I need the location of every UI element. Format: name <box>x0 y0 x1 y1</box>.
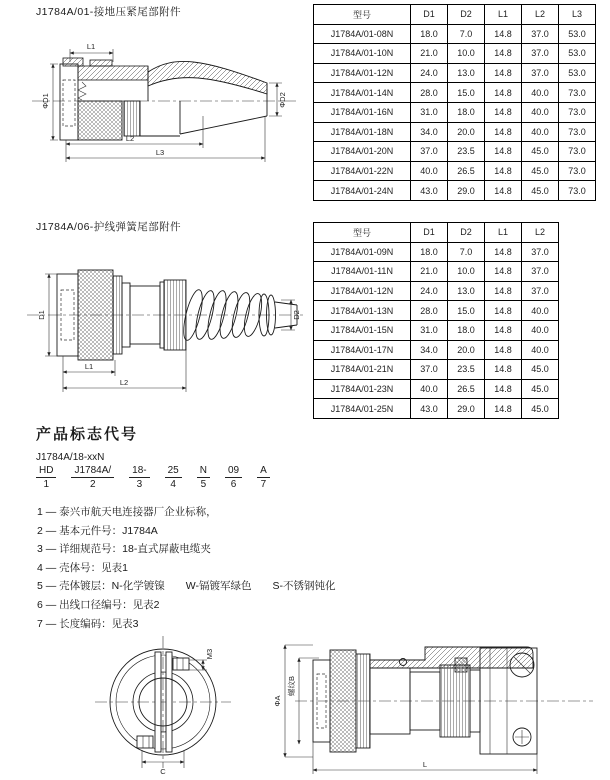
code-position-number: 3 <box>136 479 143 490</box>
value-cell: 28.0 <box>411 83 448 103</box>
value-cell: 21.0 <box>411 44 448 64</box>
value-cell: 20.0 <box>448 340 485 360</box>
value-cell: 37.0 <box>522 44 559 64</box>
table-row <box>314 281 559 301</box>
model-cell: J1784A/01-11N <box>314 262 411 282</box>
value-cell: 13.0 <box>448 281 485 301</box>
column-header: L2 <box>522 223 559 243</box>
value-cell: 14.8 <box>485 360 522 380</box>
value-cell: 31.0 <box>411 102 448 122</box>
header-row <box>314 5 596 25</box>
value-cell: 40.0 <box>522 83 559 103</box>
strain-relief-boot <box>148 61 267 94</box>
value-cell: 14.8 <box>485 320 522 340</box>
value-cell: 14.8 <box>485 281 522 301</box>
value-cell: 14.8 <box>485 63 522 83</box>
note-line: 2 — 基本元件号：J1784A <box>37 524 158 537</box>
value-cell: 31.0 <box>411 320 448 340</box>
value-cell: 73.0 <box>559 181 596 201</box>
value-cell: 23.5 <box>448 142 485 162</box>
column-header: 型号 <box>314 223 411 243</box>
header-row <box>314 223 559 243</box>
table-row <box>314 44 596 64</box>
table-row <box>314 142 596 162</box>
column-header: L2 <box>522 5 559 25</box>
model-cell: J1784A/01-14N <box>314 83 411 103</box>
value-cell: 40.0 <box>522 301 559 321</box>
tail-accessory-06-drawing <box>25 250 307 408</box>
value-cell: 40.0 <box>411 161 448 181</box>
value-cell: 29.0 <box>448 181 485 201</box>
column-header: L1 <box>485 5 522 25</box>
value-cell: 24.0 <box>411 281 448 301</box>
dim-d1: ΦD1 <box>41 93 50 109</box>
value-cell: 14.8 <box>485 181 522 201</box>
note-line: 3 — 详细规范号：18-直式屏蔽电缆夹 <box>37 543 211 556</box>
dim-d2: ΦD2 <box>278 92 287 108</box>
value-cell: 73.0 <box>559 122 596 142</box>
code-part <box>225 465 242 490</box>
grooved-ring <box>124 101 140 136</box>
value-cell: 14.8 <box>485 102 522 122</box>
code-segment: 18- <box>129 465 149 478</box>
side-section-drawing <box>275 620 600 780</box>
dim-c: C <box>160 767 166 776</box>
code-segment: 09 <box>225 465 242 478</box>
model-cell: J1784A/01-10N <box>314 44 411 64</box>
value-cell: 14.8 <box>485 44 522 64</box>
value-cell: 37.0 <box>522 242 559 262</box>
value-cell: 73.0 <box>559 102 596 122</box>
value-cell: 14.8 <box>485 24 522 44</box>
value-cell: 45.0 <box>522 181 559 201</box>
model-cell: J1784A/01-23N <box>314 379 411 399</box>
table-row <box>314 24 596 44</box>
marking-heading: 产品标志代号 <box>36 426 139 443</box>
knurled-ring <box>330 650 356 752</box>
value-cell: 26.5 <box>448 161 485 181</box>
dim-d2: D2 <box>292 310 301 320</box>
table-row <box>314 181 596 201</box>
marking-example: J1784A/18-xxN <box>36 452 105 463</box>
column-header: L1 <box>485 223 522 243</box>
knurled-coupling-nut <box>78 270 113 360</box>
value-cell: 45.0 <box>522 161 559 181</box>
value-cell: 26.5 <box>448 379 485 399</box>
code-segment: 25 <box>165 465 182 478</box>
value-cell: 40.0 <box>411 379 448 399</box>
dim-l2: L2 <box>125 134 135 143</box>
value-cell: 53.0 <box>559 24 596 44</box>
value-cell: 14.8 <box>485 242 522 262</box>
code-part <box>36 465 56 490</box>
value-cell: 45.0 <box>522 142 559 162</box>
code-segment: HD <box>36 465 56 478</box>
value-cell: 53.0 <box>559 63 596 83</box>
table-row <box>314 301 559 321</box>
value-cell: 7.0 <box>448 24 485 44</box>
code-position-number: 1 <box>43 479 49 490</box>
table-row <box>314 320 559 340</box>
model-cell: J1784A/01-08N <box>314 24 411 44</box>
value-cell: 40.0 <box>522 340 559 360</box>
dim-l2: L2 <box>119 378 129 387</box>
value-cell: 18.0 <box>411 242 448 262</box>
column-header: 型号 <box>314 5 411 25</box>
value-cell: 37.0 <box>522 24 559 44</box>
marking-code-row <box>36 465 285 490</box>
model-cell: J1784A/01-12N <box>314 63 411 83</box>
value-cell: 37.0 <box>522 281 559 301</box>
code-part <box>129 465 149 490</box>
code-segment: J1784A/ <box>71 465 114 478</box>
value-cell: 34.0 <box>411 340 448 360</box>
tail-accessory-01-drawing <box>30 36 302 198</box>
serrated-washer <box>356 654 370 748</box>
value-cell: 18.0 <box>411 24 448 44</box>
attachment1-label: J1784A/01-接地压紧尾部附件 <box>36 6 181 18</box>
marking-notes <box>37 503 335 633</box>
code-position-number: 6 <box>230 479 237 490</box>
value-cell: 14.8 <box>485 83 522 103</box>
value-cell: 18.0 <box>448 320 485 340</box>
front-view-drawing <box>85 628 250 780</box>
model-cell: J1784A/01-24N <box>314 181 411 201</box>
clamp-screw-bottom <box>137 736 153 748</box>
value-cell: 37.0 <box>411 360 448 380</box>
value-cell: 45.0 <box>522 399 559 419</box>
knurled-ring <box>78 101 122 140</box>
note-line: 6 — 出线口径编号：见表2 <box>37 598 160 611</box>
code-segment: N <box>197 465 210 478</box>
dim-d1: D1 <box>37 310 46 320</box>
value-cell: 45.0 <box>522 379 559 399</box>
model-cell: J1784A/01-15N <box>314 320 411 340</box>
value-cell: 73.0 <box>559 83 596 103</box>
connector-body-section <box>313 647 537 754</box>
table-row <box>314 63 596 83</box>
dim-l1: L1 <box>84 362 94 371</box>
connector-body-section <box>60 58 267 140</box>
ribbed-backnut <box>440 665 470 737</box>
value-cell: 15.0 <box>448 83 485 103</box>
table-row <box>314 242 559 262</box>
model-cell: J1784A/01-18N <box>314 122 411 142</box>
value-cell: 40.0 <box>522 320 559 340</box>
ribbed-backnut <box>164 280 186 350</box>
column-header: L3 <box>559 5 596 25</box>
dim-l3: L3 <box>155 148 165 157</box>
value-cell: 20.0 <box>448 122 485 142</box>
note-line: 1 — 泰兴市航天电连接器厂企业标称， <box>37 506 217 518</box>
value-cell: 18.0 <box>448 102 485 122</box>
dimensions-table-2 <box>313 222 559 419</box>
value-cell: 24.0 <box>411 63 448 83</box>
serrated-washer <box>113 276 122 354</box>
table-row <box>314 122 596 142</box>
value-cell: 73.0 <box>559 142 596 162</box>
value-cell: 34.0 <box>411 122 448 142</box>
table-row <box>314 102 596 122</box>
code-part <box>257 465 270 490</box>
model-cell: J1784A/01-17N <box>314 340 411 360</box>
column-header: D2 <box>448 5 485 25</box>
model-cell: J1784A/01-22N <box>314 161 411 181</box>
column-header: D1 <box>411 5 448 25</box>
value-cell: 10.0 <box>448 44 485 64</box>
dim-thread-b: 螺纹B <box>287 675 296 697</box>
value-cell: 43.0 <box>411 181 448 201</box>
model-cell: J1784A/01-09N <box>314 242 411 262</box>
value-cell: 37.0 <box>522 262 559 282</box>
table-row <box>314 360 559 380</box>
column-header: D1 <box>411 223 448 243</box>
value-cell: 37.0 <box>411 142 448 162</box>
spring-symbol <box>78 82 86 100</box>
value-cell: 37.0 <box>522 63 559 83</box>
code-part <box>197 465 210 490</box>
value-cell: 14.8 <box>485 142 522 162</box>
dim-l: L <box>422 760 428 769</box>
table-row <box>314 161 596 181</box>
model-cell: J1784A/01-21N <box>314 360 411 380</box>
value-cell: 14.8 <box>485 301 522 321</box>
value-cell: 14.8 <box>485 340 522 360</box>
attachment2-label: J1784A/06-护线弹簧尾部附件 <box>36 221 181 233</box>
value-cell: 14.8 <box>485 262 522 282</box>
model-cell: J1784A/01-25N <box>314 399 411 419</box>
value-cell: 21.0 <box>411 262 448 282</box>
value-cell: 15.0 <box>448 301 485 321</box>
value-cell: 14.8 <box>485 399 522 419</box>
note-line: 4 — 壳体号：见表1 <box>37 561 129 574</box>
value-cell: 40.0 <box>522 122 559 142</box>
table-row <box>314 83 596 103</box>
code-part <box>165 465 182 490</box>
model-cell: J1784A/01-16N <box>314 102 411 122</box>
code-position-number: 7 <box>260 479 267 490</box>
model-cell: J1784A/01-13N <box>314 301 411 321</box>
clamp-screw-top <box>173 658 189 670</box>
code-segment: A <box>257 465 270 478</box>
value-cell: 29.0 <box>448 399 485 419</box>
value-cell: 14.8 <box>485 161 522 181</box>
value-cell: 14.8 <box>485 379 522 399</box>
table-row <box>314 379 559 399</box>
dim-l1: L1 <box>86 42 96 51</box>
column-header: D2 <box>448 223 485 243</box>
value-cell: 23.5 <box>448 360 485 380</box>
code-position-number: 4 <box>170 479 176 490</box>
value-cell: 10.0 <box>448 262 485 282</box>
code-part <box>71 465 114 490</box>
model-cell: J1784A/01-12N <box>314 281 411 301</box>
model-cell: J1784A/01-20N <box>314 142 411 162</box>
code-position-number: 5 <box>200 479 207 490</box>
dimensions-table-1 <box>313 4 596 201</box>
note-line: 5 — 壳体镀层：N-化学镀镍 W-镉镀军绿色 S-不锈钢钝化 <box>37 580 336 593</box>
value-cell: 73.0 <box>559 161 596 181</box>
value-cell: 28.0 <box>411 301 448 321</box>
value-cell: 40.0 <box>522 102 559 122</box>
value-cell: 43.0 <box>411 399 448 419</box>
value-cell: 53.0 <box>559 44 596 64</box>
value-cell: 13.0 <box>448 63 485 83</box>
dim-phi-a: ΦA <box>273 695 282 707</box>
value-cell: 7.0 <box>448 242 485 262</box>
table-row <box>314 262 559 282</box>
value-cell: 14.8 <box>485 122 522 142</box>
value-cell: 45.0 <box>522 360 559 380</box>
code-position-number: 2 <box>90 479 96 490</box>
dim-m3: M3 <box>205 648 214 660</box>
note-line: 7 — 长度编码：见表3 <box>37 617 139 630</box>
table-row <box>314 340 559 360</box>
table-row <box>314 399 559 419</box>
